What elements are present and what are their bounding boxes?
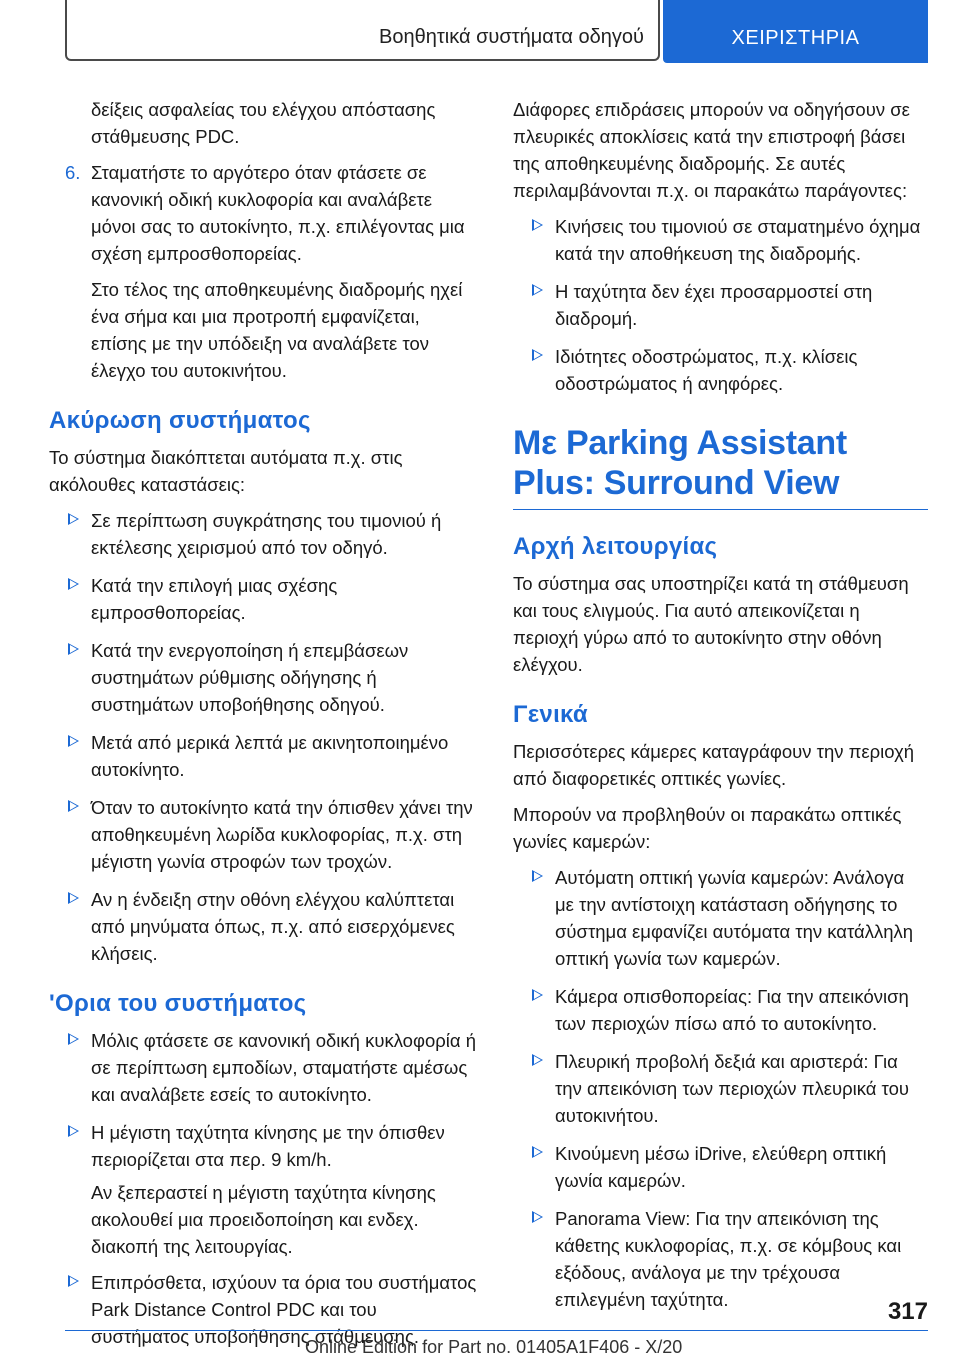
general-text: Μπορούν να προβληθούν οι παρακάτω οπτικές γωνίες καμερών: (513, 804, 902, 852)
step-text: Σταματήστε το αργότερο όταν φτάσετε σε κανονική οδική κυκλοφορία και αναλάβετε μόνοι σας το αυτοκίνητο, π.χ. επιλέγοντας μια σχέση εμπροσθοπορείας. (91, 162, 465, 264)
limits-heading: 'Ορια του συστήματος (49, 990, 307, 1017)
step-note: Στο τέλος της αποθηκευμένης διαδρομής ηχεί ένα σήμα και μια προτροπή εμφανίζεται, επίσης με την υπόδειξη να αναλάβετε τον έλεγχο του αυτοκινήτου. (91, 279, 463, 381)
triangle-bullet-icon (68, 892, 79, 904)
list-item (49, 886, 479, 967)
list-item-text: Κατά την επιλογή μιας σχέσης εμπροσθοπορείας. (91, 575, 338, 623)
list-item-text: Αυτόματη οπτική γωνία καμερών: Ανάλογα με την αντίστοιχη κατάσταση οδήγησης το σύστημα εμφανίζει αυτόματα την κατάλληλη οπτική γωνία των καμερών. (555, 867, 914, 969)
left-column (49, 96, 479, 1361)
header-tab (65, 0, 660, 61)
list-item (49, 794, 479, 875)
list-item-text: Κάμερα οπισθοπορείας: Για την απεικόνιση των περιοχών πίσω από το αυτοκίνητο. (555, 986, 909, 1034)
triangle-bullet-icon (532, 1211, 543, 1223)
triangle-bullet-icon (532, 870, 543, 882)
main-heading: Με Parking Assistant Plus: Surround View (513, 423, 928, 510)
list-item (513, 1048, 928, 1129)
list-item-text: Μετά από μερικά λεπτά με ακινητοποιημένο αυτοκίνητο. (91, 732, 449, 780)
triangle-bullet-icon (532, 1054, 543, 1066)
list-item-text: Αν η ένδειξη στην οθόνη ελέγχου καλύπτεται από μηνύματα όπως, π.χ. από εισερχόμενες κλήσεις. (91, 889, 455, 964)
principle-text: Το σύστημα σας υποστηρίζει κατά τη στάθμευση και τους ελιγμούς. Για αυτό απεικονίζεται η περιοχή γύρω από το αυτοκίνητο στην οθόνη ελέγχου. (513, 573, 909, 675)
continued-paragraph: δείξεις ασφαλείας του ελέγχου απόστασης στάθμευσης PDC. (91, 99, 436, 147)
triangle-bullet-icon (532, 989, 543, 1001)
list-item-text: Επιπρόσθετα, ισχύουν τα όρια του συστήματος Park Distance Control PDC και του συστήματος υποβοήθησης στάθμευσης. (91, 1272, 477, 1347)
list-item (49, 637, 479, 718)
list-item-text: Κινήσεις του τιμονιού σε σταματημένο όχημα κατά την αποθήκευση της διαδρομής. (555, 216, 921, 264)
triangle-bullet-icon (68, 513, 79, 525)
principle-heading: Αρχή λειτουργίας (513, 533, 718, 560)
list-item-text: Όταν το αυτοκίνητο κατά την όπισθεν χάνει την αποθηκευμένη λωρίδα κυκλοφορίας, π.χ. στη μέγιστη γωνία στροφών των τροχών. (91, 797, 473, 872)
cancel-heading: Ακύρωση συστήματος (49, 407, 311, 434)
list-item (513, 343, 928, 397)
list-item (513, 1205, 928, 1313)
page-header (65, 0, 928, 63)
list-item (49, 507, 479, 561)
step-6 (49, 159, 479, 267)
list-item-text: Κατά την ενεργοποίηση ή επεμβάσεων συστημάτων ρύθμισης οδήγησης ή συστημάτων υποβοήθησης οδηγού. (91, 640, 409, 715)
triangle-bullet-icon (68, 1275, 79, 1287)
list-item (49, 729, 479, 783)
step-number: 6. (65, 162, 81, 183)
list-item (513, 1140, 928, 1194)
list-item-text: Σε περίπτωση συγκράτησης του τιμονιού ή εκτέλεσης χειρισμού από τον οδηγό. (91, 510, 442, 558)
edition-text: Online Edition for Part no. 01405A1F406 - X/20 (305, 1337, 683, 1357)
list-item (513, 983, 928, 1037)
list-item (49, 572, 479, 626)
cancel-intro: Το σύστημα διακόπτεται αυτόματα π.χ. στις ακόλουθες καταστάσεις: (49, 447, 403, 495)
page-number: 317 (887, 1298, 928, 1325)
triangle-bullet-icon (68, 643, 79, 655)
list-item-text: Panorama View: Για την απεικόνιση της κάθετης κυκλοφορίας, π.χ. σε κόμβους και εξόδους, ανάλογα με την τρέχουσα επιλεγμένη ταχύτητα. (555, 1208, 902, 1310)
list-item (513, 278, 928, 332)
triangle-bullet-icon (68, 800, 79, 812)
list-item-text: Μόλις φτάσετε σε κανονική οδική κυκλοφορία ή σε περίπτωση εμποδίων, σταματήστε αμέσως και αναλάβετε εσείς το αυτοκίνητο. (91, 1030, 476, 1105)
general-heading: Γενικά (513, 701, 588, 728)
list-item-text: Πλευρική προβολή δεξιά και αριστερά: Για την απεικόνιση των περιοχών πλευρικά του αυτοκινήτου. (555, 1051, 910, 1126)
list-item-text: Κινούμενη μέσω iDrive, ελεύθερη οπτική γωνία καμερών. (555, 1143, 887, 1191)
section-label: ΧΕΙΡΙΣΤΗΡΙΑ (663, 0, 928, 63)
list-item-text: Η μέγιστη ταχύτητα κίνησης με την όπισθεν περιορίζεται στα περ. 9 km/h. (91, 1122, 445, 1170)
list-item (49, 1027, 479, 1108)
limits-note: Αν ξεπεραστεί η μέγιστη ταχύτητα κίνησης ακολουθεί μια προειδοποίηση και ενδεχ. διακοπή της λειτουργίας. (91, 1182, 436, 1257)
list-item (49, 1119, 479, 1173)
right-column (513, 96, 928, 1324)
triangle-bullet-icon (68, 1125, 79, 1137)
list-item (513, 864, 928, 972)
triangle-bullet-icon (532, 284, 543, 296)
triangle-bullet-icon (532, 1146, 543, 1158)
deviation-intro: Διάφορες επιδράσεις μπορούν να οδηγήσουν σε πλευρικές αποκλίσεις κατά την επιστροφή βάσει της αποθηκευμένης διαδρομής. Σε αυτές περιλαμβάνονται π.χ. οι παρακάτω παράγοντες: (513, 99, 910, 201)
list-item (513, 213, 928, 267)
triangle-bullet-icon (68, 735, 79, 747)
triangle-bullet-icon (68, 1033, 79, 1045)
breadcrumb: Βοηθητικά συστήματα οδηγού (379, 26, 644, 48)
triangle-bullet-icon (68, 578, 79, 590)
triangle-bullet-icon (532, 349, 543, 361)
edition-footer (305, 1337, 682, 1358)
list-item-text: Η ταχύτητα δεν έχει προσαρμοστεί στη διαδρομή. (555, 281, 873, 329)
triangle-bullet-icon (532, 219, 543, 231)
general-text: Περισσότερες κάμερες καταγράφουν την περιοχή από διαφορετικές οπτικές γωνίες. (513, 741, 915, 789)
footer-divider (65, 1330, 928, 1331)
list-item-text: Ιδιότητες οδοστρώματος, π.χ. κλίσεις οδοστρώματος ή ανηφόρες. (555, 346, 858, 394)
